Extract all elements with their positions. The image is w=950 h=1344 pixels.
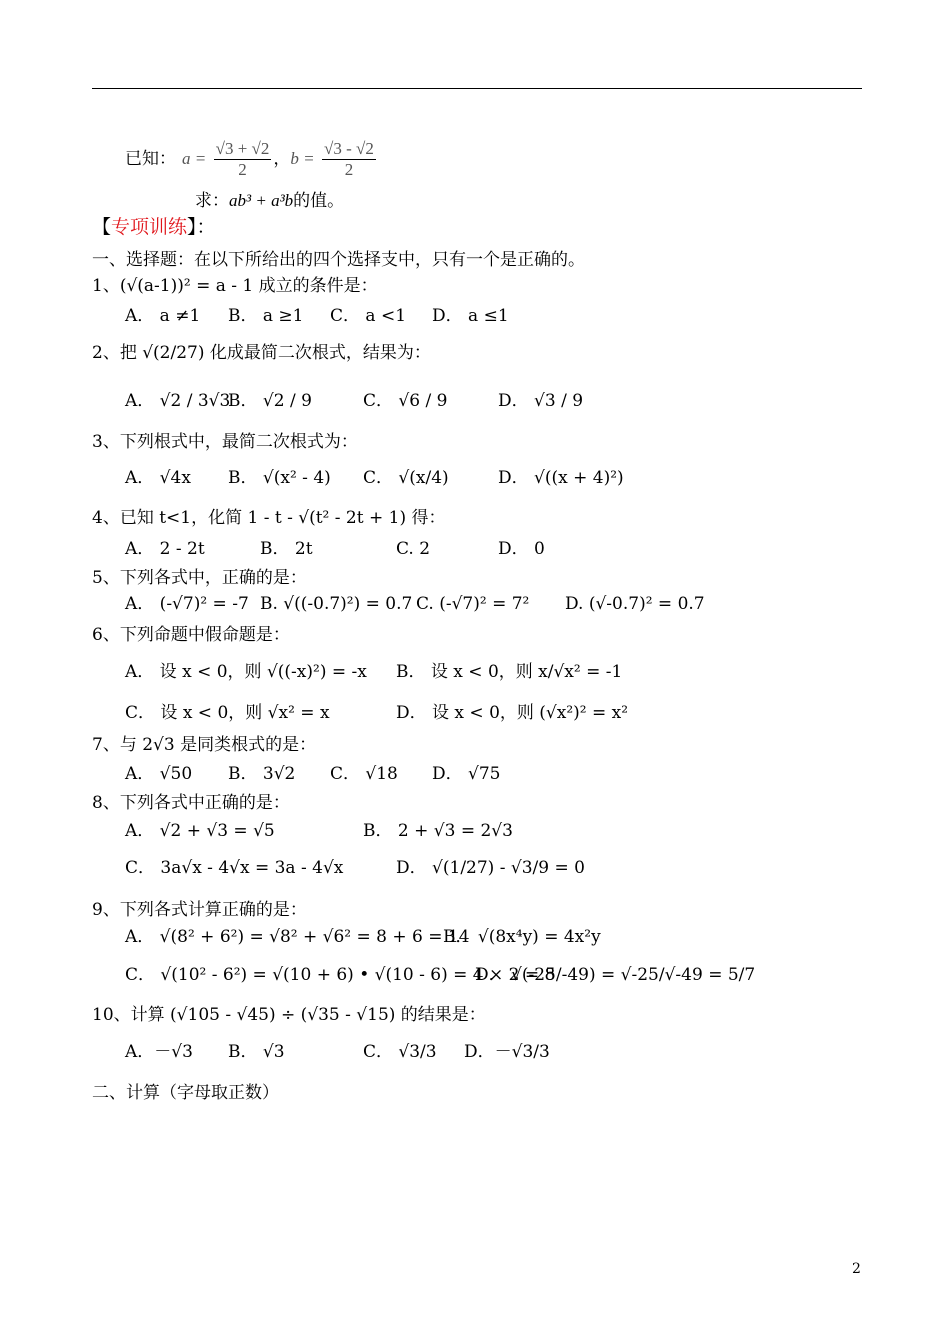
option-b: B． 3√2	[228, 764, 296, 784]
given-line	[125, 140, 378, 179]
option-a: A． √(8² + 6²) = √8² + √6² = 8 + 6 = 14	[125, 927, 470, 947]
option-c: C． √(10² - 6²) = √(10 + 6) • √(10 - 6) = 4 × 2 = 8	[125, 965, 556, 985]
option-b: B． 2 + √3 = 2√3	[363, 821, 513, 841]
option-b: B． √3	[228, 1042, 285, 1062]
option-a: A． 2 - 2t	[125, 539, 205, 559]
option-b: B． 2t	[260, 539, 313, 559]
option-b: B． √(8x⁴y) = 4x²y	[443, 927, 601, 947]
option-d: D． √(1/27) - √3/9 = 0	[396, 858, 585, 878]
option-d: D． √((x + 4)²)	[498, 468, 624, 488]
given-a-den: 2	[238, 159, 247, 179]
section-title-text: 专项训练	[111, 216, 188, 238]
option-b: B． √(x² - 4)	[228, 468, 331, 488]
option-a: A． √50	[125, 764, 193, 784]
page-number: 2	[852, 1261, 861, 1277]
option-d: D. (√-0.7)² = 0.7	[565, 594, 705, 614]
option-d: D． 设 x < 0，则 (√x²)² = x²	[396, 703, 629, 723]
option-d: D． √(-25/-49) = √-25/√-49 = 5/7	[475, 965, 756, 985]
section-title-open: 【	[92, 216, 112, 238]
option-d: D． √75	[432, 764, 501, 784]
option-a: A． a ≠1	[125, 306, 201, 326]
given-a: a =	[182, 148, 207, 168]
question-stem: 4、已知 t<1，化简 1 - t - √(t² - 2t + 1) 得：	[92, 508, 446, 528]
option-d: D． a ≤1	[432, 306, 509, 326]
option-c: C． 3a√x - 4√x = 3a - 4√x	[125, 858, 344, 878]
question-stem: 5、下列各式中，正确的是：	[92, 568, 307, 588]
part1-heading: 一、选择题：在以下所给出的四个选择支中，只有一个是正确的。	[92, 250, 585, 270]
option-b: B． 设 x < 0，则 x/√x² = -1	[396, 662, 623, 682]
option-a: A．－√3	[125, 1042, 193, 1062]
option-d: D． √3 / 9	[498, 391, 584, 411]
question-stem: 7、与 2√3 是同类根式的是：	[92, 735, 317, 755]
option-a: A． (-√7)² = -7	[125, 594, 249, 614]
given-a-num: √3 + √2	[215, 139, 270, 158]
option-c: C. (-√7)² = 7²	[416, 594, 530, 614]
option-c: C． √(x/4)	[363, 468, 449, 488]
ask-line	[195, 192, 344, 210]
option-b: B． √2 / 9	[228, 391, 312, 411]
section-title	[92, 218, 216, 237]
ask-expr: ab³ + a³b	[229, 191, 294, 210]
option-c: C． √6 / 9	[363, 391, 448, 411]
option-c: C． a <1	[330, 306, 407, 326]
given-b-fraction	[322, 140, 376, 179]
question-stem: 10、计算 (√105 - √45) ÷ (√35 - √15) 的结果是：	[92, 1005, 486, 1025]
option-a: A． √2 + √3 = √5	[125, 821, 275, 841]
given-label: 已知：	[125, 148, 176, 169]
question-stem: 1、(√(a-1))² = a - 1 成立的条件是：	[92, 276, 378, 296]
given-a-fraction	[214, 140, 272, 179]
section-title-close: 】：	[187, 216, 216, 238]
option-c: C． √18	[330, 764, 398, 784]
option-a: A． 设 x < 0，则 √((-x)²) = -x	[125, 662, 367, 682]
given-b: b =	[290, 148, 315, 168]
option-d: D． 0	[498, 539, 545, 559]
given-b-num: √3 - √2	[324, 139, 374, 158]
option-b: B. √((-0.7)²) = 0.7	[260, 594, 413, 614]
ask-prefix: 求：	[195, 191, 229, 211]
header-rule	[92, 88, 862, 89]
given-b-den: 2	[344, 159, 354, 179]
option-d: D．－√3/3	[464, 1042, 550, 1062]
given-sep: ，	[273, 148, 291, 169]
question-stem: 8、下列各式中正确的是：	[92, 793, 290, 813]
part2-heading: 二、计算（字母取正数）	[92, 1083, 279, 1103]
question-stem: 3、下列根式中，最简二次根式为：	[92, 432, 358, 452]
ask-suffix: 的值。	[293, 191, 345, 211]
question-stem: 6、下列命题中假命题是：	[92, 625, 290, 645]
question-stem: 9、下列各式计算正确的是：	[92, 900, 307, 920]
option-c: C． 设 x < 0，则 √x² = x	[125, 703, 330, 723]
option-c: C. 2	[396, 539, 431, 559]
question-stem: 2、把 √(2/27) 化成最简二次根式，结果为：	[92, 343, 431, 363]
option-b: B． a ≥1	[228, 306, 304, 326]
option-a: A． √2 / 3√3	[125, 391, 231, 411]
option-c: C． √3/3	[363, 1042, 437, 1062]
option-a: A． √4x	[125, 468, 191, 488]
